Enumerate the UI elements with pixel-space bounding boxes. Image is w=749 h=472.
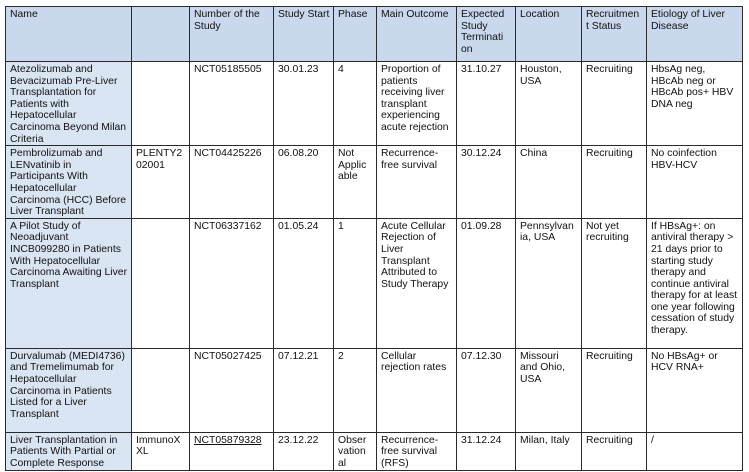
table-row: [6, 146, 743, 219]
column-header-etiology: Etiology of Liver Disease: [647, 7, 743, 62]
study-number-link[interactable]: NCT05879328: [194, 434, 262, 446]
location-cell: Milan, Italy: [516, 432, 582, 470]
recruitment-status-cell: Recruiting: [582, 432, 647, 470]
study-start-cell: 23.12.22: [274, 432, 334, 470]
column-header-recruitment-status: Recruitmen t Status: [582, 7, 647, 62]
study-start-cell: 07.12.21: [274, 348, 334, 432]
etiology-cell: No coinfection HBV-HCV: [647, 146, 743, 219]
location-cell: Pennsylvan ia, USA: [516, 218, 582, 348]
etiology-cell: HbsAg neg, HBcAb neg or HBcAb pos+ HBV DNA neg: [647, 62, 743, 146]
etiology-cell: /: [647, 432, 743, 470]
phase-cell: 4: [334, 62, 377, 146]
study-alias-cell: ImmunoX XL: [132, 432, 190, 470]
column-header-study-start: Study Start: [274, 7, 334, 62]
column-header-main-outcome: Main Outcome: [377, 7, 457, 62]
expected-termination-cell: 30.12.24: [457, 146, 516, 219]
study-number-cell: NCT04425226: [190, 146, 274, 219]
column-header-alias: [132, 7, 190, 62]
table-header-row: [6, 7, 743, 62]
clinical-trials-table: [5, 6, 743, 471]
phase-cell: Obser vation al: [334, 432, 377, 470]
etiology-cell: If HBsAg+: on antiviral therapy > 21 days prior to starting study therapy and continue antiviral therapy for at least one year following cessation of study therapy.: [647, 218, 743, 348]
column-header-expected-termination: Expected Study Terminati on: [457, 7, 516, 62]
study-alias-cell: PLENTY2 02001: [132, 146, 190, 219]
location-cell: China: [516, 146, 582, 219]
main-outcome-cell: Cellular rejection rates: [377, 348, 457, 432]
table-row: [6, 348, 743, 432]
study-number-cell[interactable]: [190, 432, 274, 470]
main-outcome-cell: Proportion of patients receiving liver transplant experiencing acute rejection: [377, 62, 457, 146]
study-alias-cell: [132, 62, 190, 146]
study-start-cell: 06.08.20: [274, 146, 334, 219]
column-header-name: Name: [6, 7, 132, 62]
recruitment-status-cell: Not yet recruiting: [582, 218, 647, 348]
recruitment-status-cell: Recruiting: [582, 348, 647, 432]
study-name-cell: A Pilot Study of Neoadjuvant INCB099280 in Patients With Hepatocellular Carcinoma Awaiting Liver Transplant: [6, 218, 132, 348]
expected-termination-cell: 01.09.28: [457, 218, 516, 348]
study-number-cell: NCT05185505: [190, 62, 274, 146]
column-header-location: Location: [516, 7, 582, 62]
study-name-cell: Liver Transplantation in Patients With Partial or Complete Response: [6, 432, 132, 470]
table-row: [6, 62, 743, 146]
phase-cell: Not Applic able: [334, 146, 377, 219]
main-outcome-cell: Acute Cellular Rejection of Liver Transplant Attributed to Study Therapy: [377, 218, 457, 348]
study-alias-cell: [132, 348, 190, 432]
location-cell: Houston, USA: [516, 62, 582, 146]
main-outcome-cell: Recurrence-free survival: [377, 146, 457, 219]
study-name-cell: Atezolizumab and Bevacizumab Pre-Liver Transplantation for Patients with Hepatocellular Carcinoma Beyond Milan Criteria: [6, 62, 132, 146]
main-outcome-cell: Recurrence-free survival (RFS): [377, 432, 457, 470]
study-name-cell: Pembrolizumab and LENvatinib in Participants With Hepatocellular Carcinoma (HCC) Before Liver Transplant: [6, 146, 132, 219]
table-row: [6, 218, 743, 348]
study-alias-cell: [132, 218, 190, 348]
column-header-phase: Phase: [334, 7, 377, 62]
etiology-cell: No HBsAg+ or HCV RNA+: [647, 348, 743, 432]
table-row: [6, 432, 743, 470]
study-name-cell: Durvalumab (MEDI4736) and Tremelimumab for Hepatocellular Carcinoma in Patients Listed for a Liver Transplant: [6, 348, 132, 432]
study-start-cell: 30.01.23: [274, 62, 334, 146]
study-number-cell: NCT06337162: [190, 218, 274, 348]
column-header-study-number: Number of the Study: [190, 7, 274, 62]
recruitment-status-cell: Recruiting: [582, 62, 647, 146]
study-number-cell: NCT05027425: [190, 348, 274, 432]
phase-cell: 2: [334, 348, 377, 432]
phase-cell: 1: [334, 218, 377, 348]
recruitment-status-cell: Recruiting: [582, 146, 647, 219]
location-cell: Missouri and Ohio, USA: [516, 348, 582, 432]
expected-termination-cell: 31.12.24: [457, 432, 516, 470]
study-start-cell: 01.05.24: [274, 218, 334, 348]
expected-termination-cell: 31.10.27: [457, 62, 516, 146]
expected-termination-cell: 07.12.30: [457, 348, 516, 432]
table-container: [5, 6, 743, 471]
